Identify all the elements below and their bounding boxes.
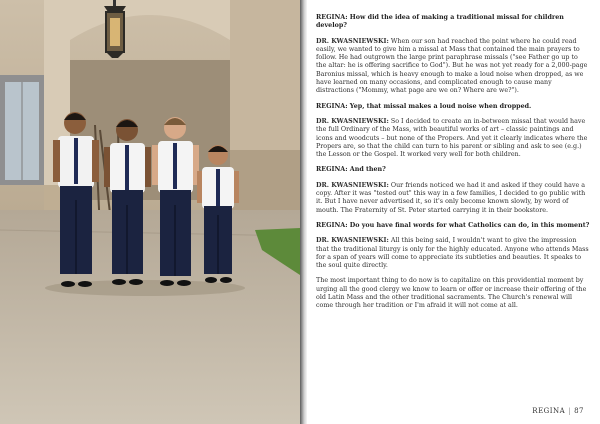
magazine-name: REGINA — [532, 407, 566, 415]
answer-3: DR. KWASNIEWSKI: Our friends noticed we had it and asked if they could have a copy. After it was "tested out" this way in a few families, I decided to go public with it. But I have never advertised it, so it's only become known slowly, by word of mouth. The Fraternity of St. Peter started carrying it in their bookstore. — [316, 181, 586, 214]
answer-4-continued: The most important thing to do now is to capitalize on this providential moment by urging all the good clergy we know to learn or offer or increase their offering of the old Latin Mass and the other traditional sacraments. The Church's renewal will come through her tradition or I'm afraid it will not come at all. — [316, 277, 587, 310]
question-2: REGINA: Yep, that missal makes a loud noise when dropped. — [316, 102, 532, 110]
footer-separator: | — [568, 407, 572, 415]
question-4: REGINA: Do you have final words for what Catholics can do, in this moment? — [316, 221, 590, 229]
page-footer — [532, 407, 584, 415]
answer-2: DR. KWASNIEWSKI: So I decided to create an in-between missal that would have the full Ordinary of the Mass, with beautiful works of art – classic paintings and icons and woodcuts – but none of the Propers. And yet it clearly indicates where the Propers are, so that the child can turn to his parent or sibling and ask to see (e.g.) the Lesson or the Gospel. It worked very well for both children. — [316, 117, 588, 159]
question-3: REGINA: And then? — [316, 166, 386, 174]
page-gutter — [300, 0, 307, 424]
answer-1: DR. KWASNIEWSKI: When our son had reached the point where he could read easily, we wanted to give him a missal at Mass that contained the main prayers to follow. He had outgrown the large print paraphrase missals ("see Father go up to the altar: he is offering sacrifice to God"). But he was not yet ready for a 2,000-page Baronius missal, which is heavy enough to make a loud noise when dropped, as we have learned on many occasions, and complicated enough to cause many distractions ("Mommy, what page are we on? Where are we?"). — [316, 37, 588, 95]
question-1: REGINA: How did the idea of making a traditional missal for children develop? — [316, 14, 564, 30]
interview-text — [316, 14, 590, 318]
page-number: 87 — [574, 407, 584, 415]
answer-4: DR. KWASNIEWSKI: All this being said, I wouldn't want to give the impression that the traditional liturgy is only for the highly educated. Anyone who attends Mass for a span of years will come to appreciate its subtleties and beauties. It speaks to the soul quite directly. — [316, 237, 589, 270]
